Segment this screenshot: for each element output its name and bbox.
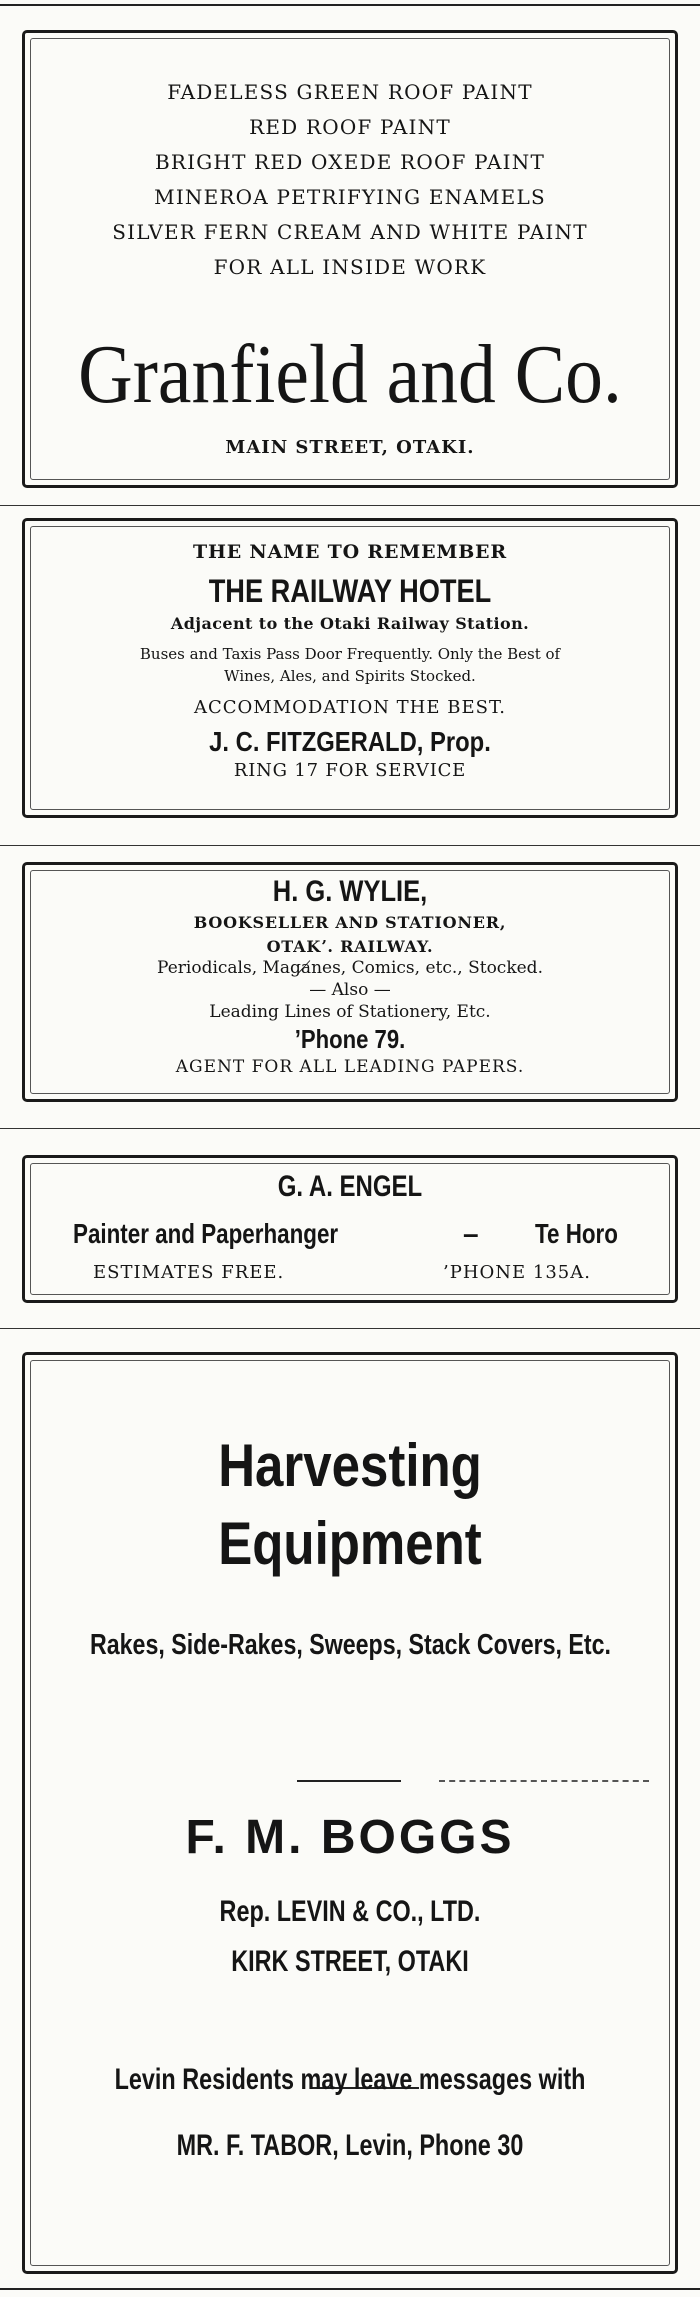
wylie-location: OTAKʼ. RAILWAY. [266,937,434,956]
wylie-name: H. G. WYLIE, [272,875,428,908]
boggs-headline: Harvesting [218,1432,482,1499]
hotel-name: THE RAILWAY HOTEL [208,573,492,609]
paint-line: FADELESS GREEN ROOF PAINT [167,80,533,104]
wylie-lines: Leading Lines of Stationery, Etc. [209,1002,491,1022]
hotel-info [25,643,675,687]
boggs-advert [22,1352,678,2274]
boggs-message: Levin Residents may leave messages with [114,2063,586,2096]
paint-line: MINEROA PETRIFYING ENAMELS [154,185,546,209]
paint-line: RED ROOF PAINT [249,115,451,139]
granfield-advert [22,30,678,488]
paint-line: SILVER FERN CREAM AND WHITE PAINT [112,220,588,244]
divider-rule [0,1128,700,1129]
wylie-advert [22,862,678,1102]
granfield-address: MAIN STREET, OTAKI. [225,437,475,458]
engel-phone: ’PHONE 135A. [443,1262,591,1283]
wylie-also: — Also — [309,980,391,1000]
divider-rule [0,1328,700,1329]
boggs-items: Rakes, Side-Rakes, Sweeps, Stack Covers, Etc. [90,1629,611,1661]
engel-info-row [25,1262,675,1302]
boggs-rep: Rep. LEVIN & CO., LTD. [219,1895,481,1928]
engel-place: Te Horo [535,1218,618,1249]
paint-list [25,33,675,285]
engel-dash: – [463,1218,479,1249]
hotel-info-line: Wines, Ales, and Spirits Stocked. [224,667,476,685]
top-rule [0,4,700,6]
divider-rule [0,845,700,846]
brand-name: Granfield and Co. [78,328,622,421]
paint-line: BRIGHT RED OXEDE ROOF PAINT [155,150,545,174]
hotel-ring: RING 17 FOR SERVICE [233,760,467,781]
wylie-phone: ’Phone 79. [294,1024,406,1054]
hotel-info-line: Buses and Taxis Pass Door Frequently. Only the Best of [139,645,561,663]
boggs-headline: Equipment [218,1510,482,1577]
paint-line: FOR ALL INSIDE WORK [213,255,487,279]
engel-trade-row [25,1218,675,1258]
hotel-proprietor: J. C. FITZGERALD, Prop. [209,726,491,757]
engel-trade: Painter and Paperhanger [73,1218,339,1249]
boggs-name: F. M. BOGGS [185,1811,515,1864]
boggs-message: MR. F. TABOR, Levin, Phone 30 [176,2129,524,2162]
boggs-address: KIRK STREET, OTAKI [231,1945,469,1978]
engel-name: G. A. ENGEL [277,1170,423,1203]
railway-hotel-advert [22,518,678,818]
wylie-trade: BOOKSELLER AND STATIONER, [193,913,507,932]
engel-advert [22,1155,678,1303]
separator-rule [297,1780,401,1782]
bottom-rule [0,2288,700,2290]
wylie-agent: AGENT FOR ALL LEADING PAPERS. [175,1057,525,1077]
hotel-location: Adjacent to the Otaki Railway Station. [170,614,530,633]
divider-rule [0,505,700,506]
wylie-stock: Periodicals, Maga̸nes, Comics, etc., Stocked. [157,958,543,978]
engel-estimates: ESTIMATES FREE. [93,1262,285,1283]
separator-rule [439,1780,649,1782]
hotel-accommodation: ACCOMMODATION THE BEST. [193,697,507,718]
hotel-tagline: THE NAME TO REMEMBER [193,541,507,563]
